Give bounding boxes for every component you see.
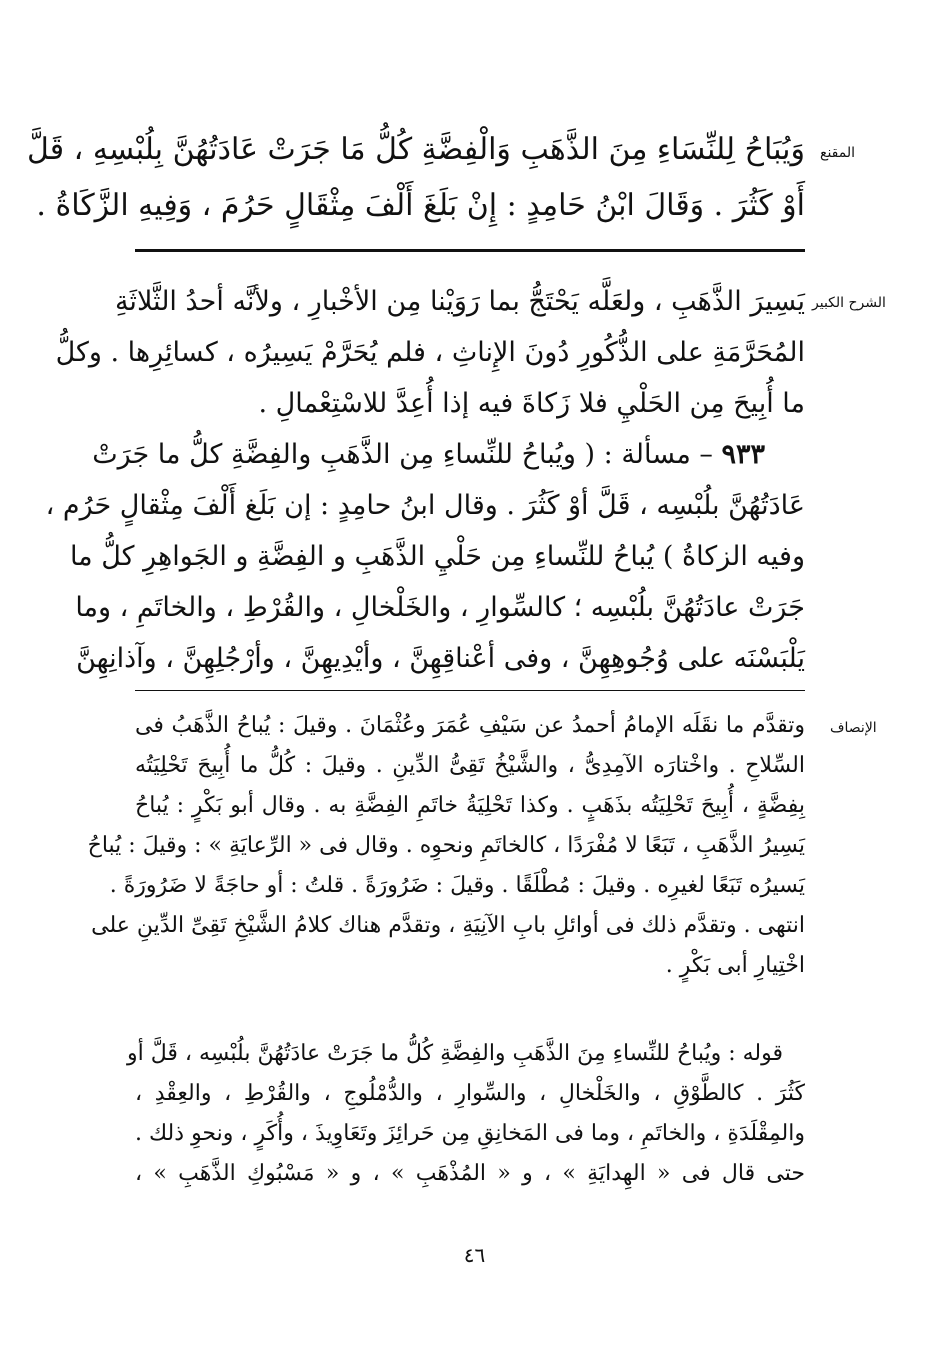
section-label-muqni: المقنع bbox=[820, 145, 856, 161]
insaf-line: يَسيرُه تَبَعًا لغيرِه . وقيلَ : مُطْلَقًا . وقيلَ : ضَرُورَةً . قلتُ : أو حاجَةً لا ضَرُورَةً . bbox=[109, 873, 805, 898]
masala-heading-line bbox=[92, 429, 805, 480]
insaf-text-block bbox=[87, 706, 805, 986]
sharh-line: يَلْبَسْنَه على وُجُوهِهِنَّ ، وفى أعْناقِهِنَّ ، وأيْدِيهِنَّ ، وأرْجُلِهِنَّ ، وآذانِهِنَّ bbox=[76, 643, 805, 674]
sharh-text-block bbox=[45, 276, 805, 684]
sharh-line: المُحَرَّمَةِ على الذُّكُورِ دُونَ الإِناثِ ، فلم يُحَرَّمْ يَسِيرُه ، كسائِرِها . وكلُّ bbox=[55, 337, 805, 368]
muqni-line: أَوْ كَثُرَ . وَقَالَ ابْنُ حَامِدٍ : إِنْ بَلَغَ أَلْفَ مِثْقَالٍ حَرُمَ ، وَفِيهِ الزَّكَاةُ . bbox=[36, 188, 805, 223]
insaf-line: قوله : ويُباحُ للنِّساءِ مِنَ الذَّهَبِ والفِضَّةِ كُلُّ ما جَرَتْ عادَتُهُنَّ بلُبْسِه ، قَلَّ أو bbox=[126, 1041, 783, 1066]
sharh-line: عَادَتُهُنَّ بلُبْسِه ، قَلَّ أوْ كَثُرَ . وقال ابنُ حامِدٍ : إن بَلَغ أَلْفَ مِثْقالٍ حَرُم ، bbox=[45, 490, 805, 521]
insaf-line: حتى قال فى « الهِدايَةِ » ، و « المُذْهَبِ » ، و « مَسْبُوكِ الذَّهَبِ » ، bbox=[135, 1161, 805, 1186]
insaf-text-block-2 bbox=[126, 1034, 806, 1194]
insaf-line: بِفِضَّةٍ ، أُبِيحَ تَحْلِيَتُه بذَهَبٍ . وكذا تَحْلِيَةُ خاتَمِ الفِضَّةِ به . وقال أبو بَكْرٍ : يُباحُ bbox=[135, 793, 805, 818]
muqni-line: وَيُبَاحُ لِلنِّسَاءِ مِنَ الذَّهَبِ وَالْفِضَّةِ كُلُّ مَا جَرَتْ عَادَتُهُنَّ بِلُبْسِهِ ، قَلَّ bbox=[27, 132, 805, 167]
section-divider-thin bbox=[135, 690, 805, 691]
section-divider-thick bbox=[135, 249, 805, 252]
sharh-line: يَسِيرَ الذَّهَبِ ، ولعَلَّه يَحْتَجُّ بما رَوَيْنا مِن الأخْبارِ ، ولأنَّه أحدُ الثَّلاثَةِ bbox=[114, 286, 805, 317]
muqni-text-block bbox=[27, 122, 805, 234]
page-number: ٤٦ bbox=[463, 1243, 486, 1267]
insaf-line: وتقدَّم ما نقَلَه الإمامُ أحمدُ عن سَيْفِ عُمَرَ وعُثْمَانَ . وقيلَ : يُباحُ الذَّهَبُ فى bbox=[135, 713, 805, 738]
section-label-insaf: الإنصاف bbox=[830, 720, 877, 736]
insaf-line: والمِقْلَدَةِ ، والخاتَمِ ، وما فى المَخانِقِ مِن حَرائِزَ وتَعَاوِيذَ ، وأُكَرٍ ، ونحوِ ذلك . bbox=[135, 1121, 806, 1146]
insaf-line: كَثُرَ . كالطَّوْقِ ، والخَلْخالِ ، والسِّوارِ ، والدُّمْلُوجِ ، والقُرْطِ ، والعِقْدِ ، bbox=[135, 1081, 805, 1106]
insaf-line: يَسِيرُ الذَّهَبِ ، تَبَعًا لا مُفْرَدًا ، كالخاتَمِ ونحوِه . وقال فى « الرِّعايَةِ » : وقيلَ : يُباحُ bbox=[87, 833, 805, 858]
insaf-line: اخْتِيارِ أبى بَكْرٍ . bbox=[665, 953, 805, 978]
sharh-line: ما أُبِيحَ مِن الحَلْيِ فلا زَكاةَ فيه إذا أُعِدَّ للاسْتِعْمالِ . bbox=[258, 388, 805, 419]
section-label-sharh: الشرح الكبير bbox=[812, 295, 886, 311]
insaf-line: انتهى . وتقدَّم ذلك فى أوائلِ بابِ الآنِيَةِ ، وتقدَّم هناك كلامُ الشَّيْخِ تَقِىِّ الدِّينِ على bbox=[91, 913, 805, 938]
insaf-line: السِّلاحِ . واخْتارَه الآمِدِىُّ ، والشَّيْخُ تَقِىُّ الدِّينِ . وقيلَ : كُلُّ ما أُبِيحَ تَحْلِيَتُه bbox=[135, 753, 805, 778]
sharh-line: جَرَتْ عادَتُهُنَّ بلُبْسِه ؛ كالسِّوارِ ، والخَلْخالِ ، والقُرْطِ ، والخاتَمِ ، وما bbox=[75, 592, 805, 623]
sharh-line: وفيه الزكاةُ ) يُباحُ للنِّساءِ مِن حَلْيِ الذَّهَبِ و الفِضَّةِ و الجَواهِرِ كلُّ ما bbox=[69, 541, 805, 572]
masala-number: ٩٣٣ bbox=[721, 439, 765, 470]
masala-title: – مسألة : ( ويُباحُ للنِّساءِ مِن الذَّهَبِ والفِضَّةِ كلُّ ما جَرَتْ bbox=[92, 439, 713, 470]
